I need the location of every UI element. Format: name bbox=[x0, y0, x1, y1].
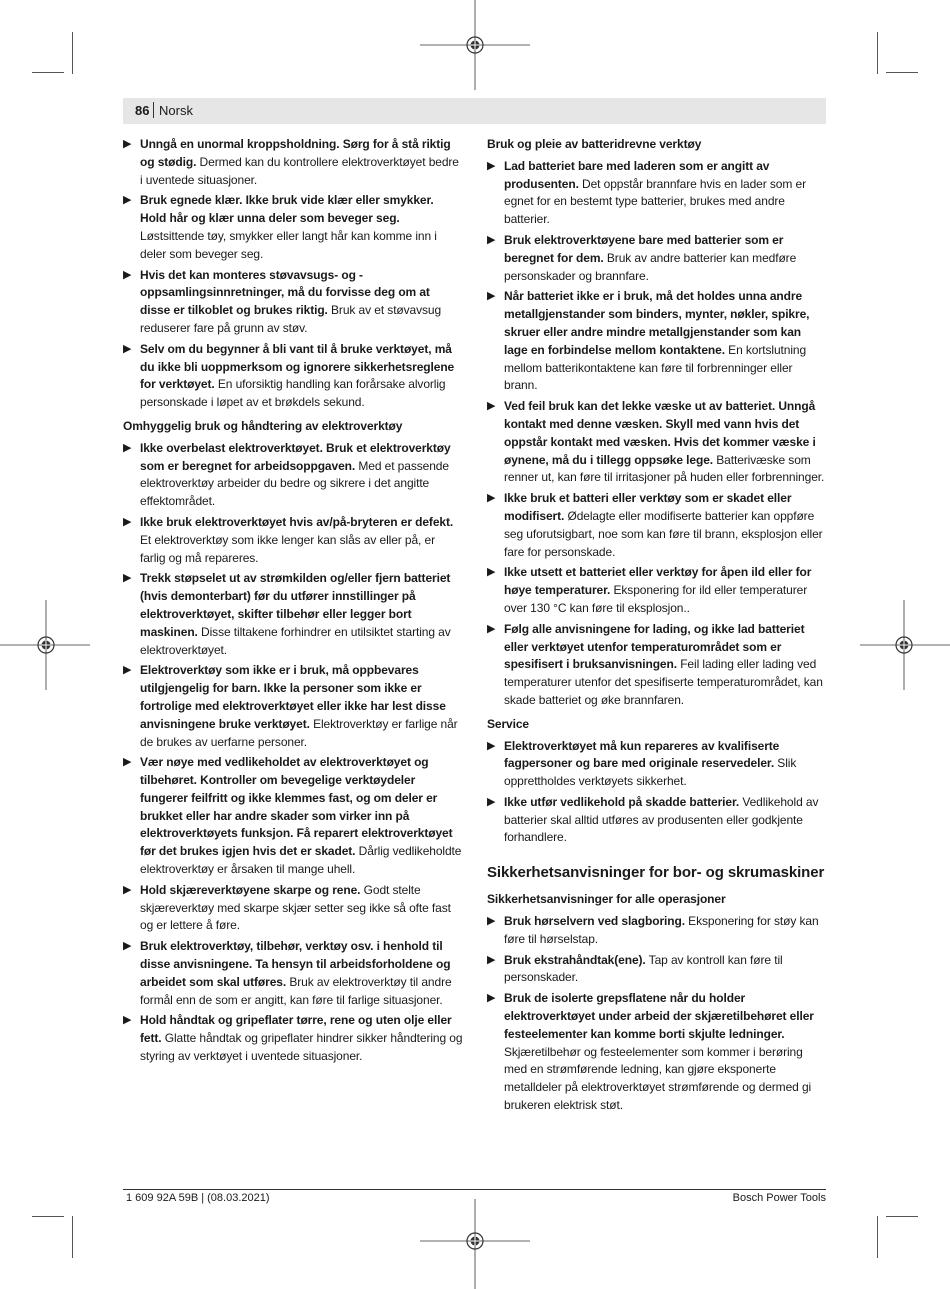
bullet-triangle-icon: ▶ bbox=[487, 290, 496, 303]
list-item bbox=[123, 570, 463, 659]
item-normal-text: Med et passende elektroverktøy arbeider du bedre og sikrere i det angitte effektområdet. bbox=[140, 458, 449, 509]
item-bold-text: Hold skjæreverktøyene skarpe og rene. bbox=[140, 882, 361, 897]
list-item bbox=[487, 232, 827, 285]
bullet-triangle-icon: ▶ bbox=[123, 138, 132, 150]
item-bold-text: Ikke utsett et batteriet eller verktøy for åpen ild eller for høye temperaturer. bbox=[504, 565, 812, 598]
footer-rule bbox=[123, 1189, 826, 1190]
item-normal-text: Slik opprettholdes verktøyets sikkerhet. bbox=[504, 756, 797, 789]
bullet-triangle-icon: ▶ bbox=[123, 268, 132, 281]
item-bold-text: Selv om du begynner å bli vant til å bruke verktøyet, må du ikke bli uoppmerksom og ignorere sikkerhetsreglene for verktøyet. bbox=[140, 341, 455, 392]
item-normal-text: En uforsiktig handling kan forårsake alvorlig personskade i løpet av et brøkdels sekund. bbox=[140, 377, 446, 410]
bullet-triangle-icon: ▶ bbox=[487, 400, 496, 413]
bullet-triangle-icon: ▶ bbox=[487, 159, 496, 172]
bullet-triangle-icon: ▶ bbox=[487, 953, 496, 966]
item-normal-text: Dermed kan du kontrollere elektroverktøyet bedre i uventede situasjoner. bbox=[140, 154, 459, 187]
item-bold-text: Trekk støpselet ut av strømkilden og/eller fjern batteriet (hvis demonterbart) før du utfører innstillinger på elektroverktøyet, skifter tilbehør eller legger bort maskinen. bbox=[140, 571, 451, 639]
bullet-triangle-icon: ▶ bbox=[123, 664, 132, 677]
list-item bbox=[123, 267, 463, 338]
right-column bbox=[487, 136, 827, 1118]
item-normal-text: Bruk av et støvavsug reduserer fare på grunn av støv. bbox=[140, 303, 442, 335]
item-normal-text: Vedlikehold av batterier skal alltid utføres av produsenten eller godkjente forhandlere. bbox=[504, 794, 819, 845]
item-normal-text: Dårlig vedlikeholdte elektroverktøy er årsaken til mange uhell. bbox=[140, 844, 462, 877]
list-item bbox=[487, 794, 827, 847]
registration-mark-top bbox=[420, 0, 530, 90]
bullet-triangle-icon: ▶ bbox=[123, 883, 132, 896]
section-title-careful-use: Omhyggelig bruk og håndtering av elektroverktøy bbox=[123, 418, 403, 433]
item-bold-text: Elektroverktøy som ikke er i bruk, må oppbevares utilgjengelig for barn. Ikke la personer som ikke er fortrolige med elektroverktøyet eller ikke har lest disse anvisningene bruke verktøyet. bbox=[140, 663, 446, 731]
list-item bbox=[123, 341, 463, 412]
page-number: 86 bbox=[135, 103, 150, 118]
item-bold-text: Ikke utfør vedlikehold på skadde batterier. bbox=[504, 794, 740, 809]
bullet-triangle-icon: ▶ bbox=[487, 915, 496, 928]
list-item bbox=[123, 662, 463, 751]
list-item bbox=[487, 621, 827, 710]
item-bold-text: Lad batteriet bare med laderen som er angitt av produsenten. bbox=[504, 158, 770, 191]
item-bold-text: Ikke bruk et batteri eller verktøy som er skadet eller modifisert. bbox=[504, 491, 792, 523]
bullet-triangle-icon: ▶ bbox=[487, 566, 496, 579]
list-item bbox=[123, 192, 463, 263]
item-bold-text: Ved feil bruk kan det lekke væske ut av batteriet. Unngå kontakt med denne væsken. Skyll med vann hvis det oppstår kontakt med væsken. Hvis det kommer væske i øynene, må du i tillegg oppsøke lege. bbox=[504, 399, 816, 467]
item-bold-text: Ikke bruk elektroverktøyet hvis av/på-bryteren er defekt. bbox=[140, 514, 454, 529]
footer-brand: Bosch Power Tools bbox=[732, 1192, 826, 1204]
main-title-drill-safety: Sikkerhetsanvisninger for bor- og skrumaskiner bbox=[487, 864, 825, 882]
item-normal-text: Ødelagte eller modifiserte batterier kan oppføre seg uforutsigbart, noe som kan føre til brann, eksplosjon eller fare for personskade. bbox=[504, 508, 823, 559]
bullet-triangle-icon: ▶ bbox=[123, 572, 132, 585]
item-bold-text: Bruk egnede klær. Ikke bruk vide klær eller smykker. Hold hår og klær unna deler som beveger seg. bbox=[140, 193, 434, 226]
item-bold-text: Bruk elektroverktøyene bare med batterier som er beregnet for dem. bbox=[504, 232, 784, 265]
item-normal-text: Et elektroverktøy som ikke lenger kan slås av eller på, er farlig og må repareres. bbox=[140, 532, 435, 565]
item-normal-text: Løstsittende tøy, smykker eller langt hår kan komme inn i deler som beveger seg. bbox=[140, 228, 437, 261]
item-bold-text: Unngå en unormal kroppsholdning. Sørg for å stå riktig og stødig. bbox=[140, 137, 451, 169]
list-item bbox=[123, 514, 463, 567]
bullet-triangle-icon: ▶ bbox=[123, 194, 132, 207]
page-header bbox=[123, 98, 826, 124]
item-bold-text: Følg alle anvisningene for lading, og ikke lad batteriet eller verktøyet utenfor temperaturområdet som er spesifisert i bruksanvisningen. bbox=[504, 621, 805, 672]
item-normal-text: Tap av kontroll kan føre til personskader. bbox=[504, 952, 783, 985]
item-normal-text: Elektroverktøy er farlige når de brukes av uerfarne personer. bbox=[140, 716, 458, 749]
section-title-service: Service bbox=[487, 716, 530, 731]
item-normal-text: Det oppstår brannfare hvis en lader som er egnet for en bestemt type batterier, brukes med andre batterier. bbox=[504, 176, 806, 227]
registration-mark-right bbox=[860, 600, 950, 690]
list-item bbox=[123, 754, 463, 879]
item-normal-text: En kortslutning mellom batterikontaktene kan føre til forbrenninger eller brann. bbox=[504, 342, 807, 393]
list-item bbox=[487, 490, 827, 561]
list-item bbox=[123, 882, 463, 935]
header-language: Norsk bbox=[159, 103, 193, 118]
left-items-bottom bbox=[123, 440, 463, 1066]
item-bold-text: Bruk ekstrahåndtak(ene). bbox=[504, 952, 646, 967]
left-column bbox=[123, 136, 463, 1069]
item-bold-text: Vær nøye med vedlikeholdet av elektroverktøyet og tilbehøret. Kontroller om bevegelige verktøydeler fungerer feilfritt og ikke klemmes fast, og om deler er brukket eller har andre skader som virker inn på elektroverktøyets funksjon. Få reparert elektroverktøyet før det brukes igjen hvis det er skadet. bbox=[140, 755, 453, 859]
crop-mark bbox=[72, 1216, 73, 1258]
item-bold-text: Ikke overbelast elektroverktøyet. Bruk et elektroverktøy som er beregnet for arbeidsoppgaven. bbox=[140, 440, 451, 473]
bullet-triangle-icon: ▶ bbox=[487, 233, 496, 246]
bullet-triangle-icon: ▶ bbox=[123, 342, 132, 355]
item-normal-text: Eksponering for støy kan føre til hørselstap. bbox=[504, 914, 819, 946]
service-items bbox=[487, 738, 827, 848]
item-normal-text: Bruk av andre batterier kan medføre personskader og brannfare. bbox=[504, 250, 797, 283]
item-bold-text: Bruk elektroverktøy, tilbehør, verktøy osv. i henhold til disse anvisningene. Ta hensyn til arbeidsforholdene og arbeidet som skal utføres. bbox=[140, 939, 451, 989]
left-items-top bbox=[123, 136, 463, 412]
list-item bbox=[487, 288, 827, 395]
item-normal-text: Glatte håndtak og gripeflater hindrer sikker håndtering og styring av verktøyet i uventede situasjoner. bbox=[140, 1031, 463, 1064]
item-normal-text: Feil lading eller lading ved temperaturer utenfor det spesifiserte temperaturområdet, kan skade batteriet og øke brannfaren. bbox=[504, 657, 823, 707]
item-normal-text: Skjæretilbehør og festeelementer som kommer i berøring med en strømførende ledning, kan gjøre eksponerte metalldeler på elektroverktøyet strømførende og dermed gi brukeren elektrisk støt. bbox=[504, 1044, 812, 1113]
item-normal-text: Eksponering for ild eller temperaturer over 130 °C kan føre til eksplosjon.. bbox=[504, 583, 808, 615]
bullet-triangle-icon: ▶ bbox=[487, 622, 496, 635]
list-item bbox=[487, 990, 827, 1115]
item-bold-text: Hvis det kan monteres støvavsugs- og -oppsamlingsinnretninger, må du forvisse deg om at disse er tilkoblet og brukes riktig. bbox=[140, 267, 430, 318]
list-item bbox=[123, 440, 463, 511]
item-normal-text: Bruk av elektroverktøy til andre formål enn de som er angitt, kan føre til farlige situasjoner. bbox=[140, 974, 452, 1007]
item-normal-text: Godt stelte skjæreverktøy med skarpe skjær setter seg ikke så ofte fast og er lettere å føre. bbox=[140, 882, 451, 933]
crop-mark bbox=[32, 72, 64, 73]
crop-mark bbox=[886, 1216, 918, 1217]
operations-items bbox=[487, 913, 827, 1115]
crop-mark bbox=[877, 1216, 878, 1258]
item-bold-text: Bruk hørselvern ved slagboring. bbox=[504, 914, 685, 929]
bullet-triangle-icon: ▶ bbox=[487, 795, 496, 808]
list-item bbox=[487, 913, 827, 949]
crop-mark bbox=[877, 32, 878, 74]
registration-mark-bottom bbox=[420, 1199, 530, 1289]
item-normal-text: Batterivæske som renner ut, kan føre til irritasjoner på huden eller forbrenninger. bbox=[504, 452, 825, 485]
crop-mark bbox=[886, 72, 918, 73]
bullet-triangle-icon: ▶ bbox=[487, 492, 496, 505]
section-title-all-operations: Sikkerhetsanvisninger for alle operasjoner bbox=[487, 892, 726, 907]
list-item bbox=[123, 1012, 463, 1065]
crop-mark bbox=[72, 32, 73, 74]
crop-mark bbox=[32, 1216, 64, 1217]
list-item bbox=[123, 136, 463, 189]
bullet-triangle-icon: ▶ bbox=[123, 1014, 132, 1027]
list-item bbox=[123, 938, 463, 1009]
bullet-triangle-icon: ▶ bbox=[487, 739, 496, 752]
section-title-battery-tools: Bruk og pleie av batteridrevne verktøy bbox=[487, 137, 702, 151]
item-bold-text: Elektroverktøyet må kun repareres av kvalifiserte fagpersoner og bare med originale reservedeler. bbox=[504, 738, 780, 771]
list-item bbox=[487, 738, 827, 791]
bullet-triangle-icon: ▶ bbox=[123, 940, 132, 953]
bullet-triangle-icon: ▶ bbox=[487, 992, 496, 1005]
bullet-triangle-icon: ▶ bbox=[123, 756, 132, 769]
bullet-triangle-icon: ▶ bbox=[123, 441, 132, 454]
item-bold-text: Bruk de isolerte grepsflatene når du holder elektroverktøyet under arbeid der skjæretilbehøret eller festeelementer kan komme borti skjulte ledninger. bbox=[504, 991, 814, 1041]
item-normal-text: Disse tiltakene forhindrer en utilsiktet starting av elektroverktøyet. bbox=[140, 624, 451, 657]
item-bold-text: Når batteriet ikke er i bruk, må det holdes unna andre metallgjenstander som binders, mynter, nøkler, spikre, skruer eller andre mindre metallgjenstander som kan lage en forbindelse mellom kontaktene. bbox=[504, 289, 810, 357]
header-separator bbox=[153, 102, 154, 118]
list-item bbox=[487, 952, 827, 988]
list-item bbox=[487, 564, 827, 617]
list-item bbox=[487, 398, 827, 487]
item-bold-text: Hold håndtak og gripeflater tørre, rene og uten olje eller fett. bbox=[140, 1013, 452, 1046]
battery-items bbox=[487, 158, 827, 710]
bullet-triangle-icon: ▶ bbox=[123, 515, 132, 528]
footer-doc-number: 1 609 92A 59B | (08.03.2021) bbox=[126, 1192, 270, 1204]
list-item bbox=[487, 158, 827, 229]
registration-mark-left bbox=[0, 600, 90, 690]
